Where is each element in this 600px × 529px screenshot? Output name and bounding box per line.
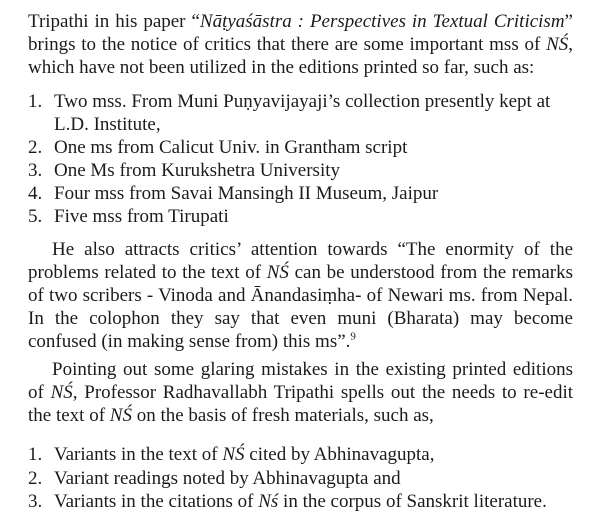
list-item-number: 5.: [28, 206, 43, 227]
list-item-text: One ms from Calicut Univ. in Grantham script: [54, 137, 408, 158]
footnote-marker: 9: [350, 330, 356, 343]
list-item-number: 4.: [28, 183, 43, 204]
list-item-text: Four mss from Savai Mansingh II Museum, Jaipur: [54, 183, 439, 204]
attention-text-end: can be understood from the remarks of two scribers - Vinoda and Ānandasiṃha- of Newari ms. from Nepal. In the colophon they say that even muni (Bharata) may become confused (in making sense from) this ms”.: [28, 262, 573, 352]
list-item: [28, 205, 588, 228]
list-item: [28, 443, 588, 467]
list-item-text: Two mss. From Muni Puṇyavijayaji’s collection presently kept at L.D. Institute,: [54, 91, 551, 135]
intro-text-start: Tripathi in his paper “: [28, 11, 200, 32]
ns-abbrev: NŚ: [546, 34, 569, 55]
list-item: [28, 159, 588, 182]
list-item-number: 1.: [28, 91, 43, 112]
list-item: [28, 182, 588, 205]
list-item-number: 1.: [28, 444, 43, 465]
pointing-text-start: Pointing out some glaring mistakes in the existing printed editions of: [28, 359, 573, 403]
intro-text-end: , which have not been utilized in the editions printed so far, such as:: [28, 34, 573, 78]
intro-paragraph: [28, 10, 573, 79]
ns-abbrev: NŚ: [266, 262, 289, 283]
list-item-text: [54, 467, 588, 491]
manuscripts-list: [28, 90, 588, 228]
list-item-number: 2.: [28, 467, 43, 489]
pointing-text-middle: , Professor Radhavallabh Tripathi spells out the needs to re-edit the text of: [28, 382, 574, 426]
list-item-text: [54, 490, 588, 514]
list-item-text: One Ms from Kurukshetra University: [54, 160, 341, 181]
list-item: [28, 136, 588, 159]
intro-text-middle: ” brings to the notice of critics that there are some important mss of: [28, 11, 573, 55]
pointing-paragraph: [28, 358, 573, 427]
list-item: [28, 90, 588, 136]
list-item-text: [54, 443, 588, 467]
list-item: [28, 467, 588, 491]
ns-abbrev: NŚ: [50, 382, 73, 403]
list-item-text-start: Variant readings noted by Abhinavagupta and: [54, 467, 401, 489]
list-item-number: 3.: [28, 491, 43, 512]
list-item: [28, 490, 588, 514]
list-item-text-start: Variants in the text of: [54, 444, 223, 465]
paper-title: Nāṭyaśāstra : Perspectives in Textual Criticism: [199, 11, 565, 32]
list-item-number: 3.: [28, 160, 43, 181]
ns-abbrev: Nś: [258, 491, 279, 512]
list-item-number: 2.: [28, 137, 43, 158]
ns-abbrev: NŚ: [222, 444, 245, 465]
list-item-text-start: Variants in the citations of: [54, 491, 259, 512]
attention-paragraph: [28, 238, 573, 353]
pointing-text-end: on the basis of fresh materials, such as,: [131, 405, 434, 426]
list-item-text-end: cited by Abhinavagupta,: [244, 444, 435, 465]
materials-list: [28, 443, 588, 514]
ns-abbrev: NŚ: [109, 405, 132, 426]
attention-text-start: He also attracts critics’ attention towards “The enormity of the problems related to the text of: [28, 239, 573, 283]
list-item-text: Five mss from Tirupati: [54, 206, 229, 227]
list-item-text-end: in the corpus of Sanskrit literature.: [278, 491, 547, 512]
